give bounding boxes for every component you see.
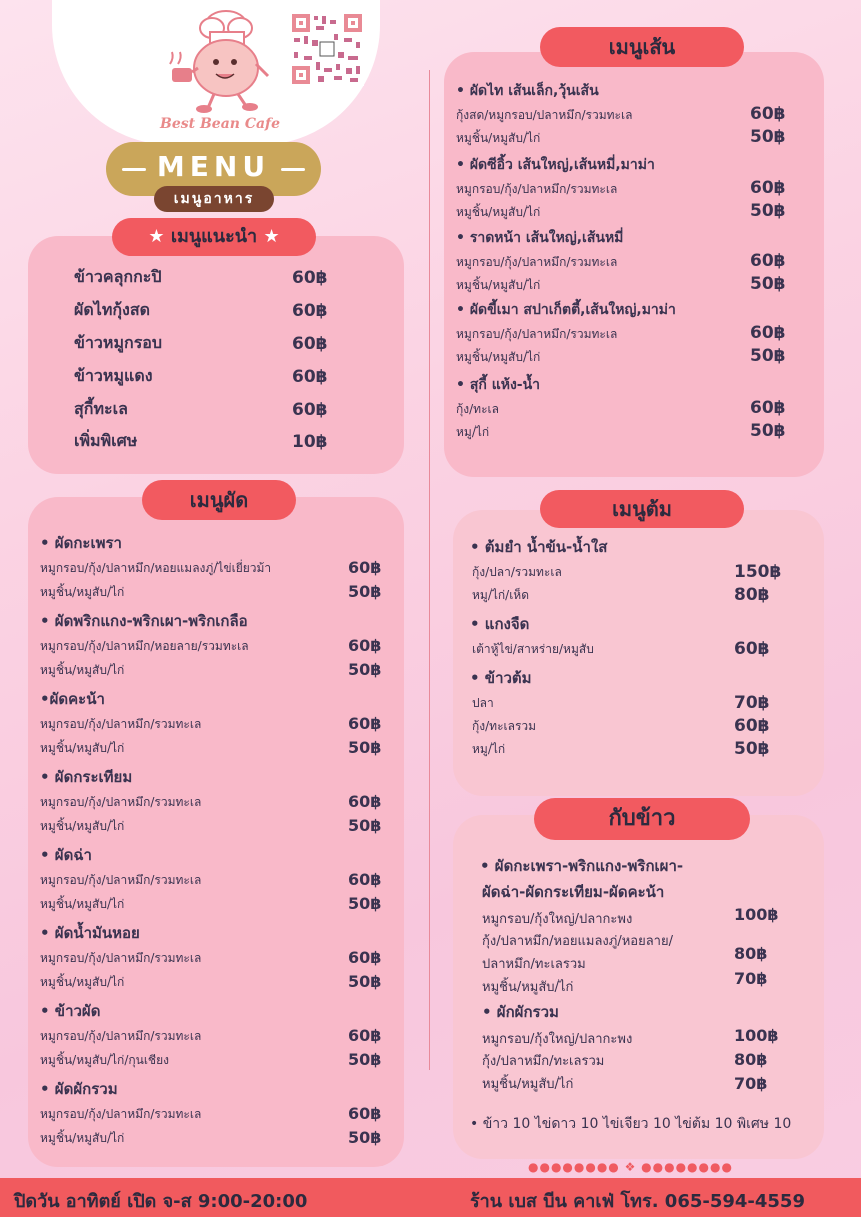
noodle-group-head: • สุกี้ แห้ง-น้ำ <box>456 377 541 393</box>
recommended-item: ข้าวคลุกกะปิ <box>74 267 162 286</box>
stir-fry-group-head: • ผัดพริกแกง-พริกเผา-พริกเกลือ <box>40 612 248 630</box>
stir-fry-row: หมูชิ้น/หมูสับ/ไก่ <box>40 819 125 833</box>
soup-row: เต้าหู้ไข่/สาหร่าย/หมูสับ <box>472 642 594 656</box>
recommended-item: สุกี้ทะเล <box>74 399 128 418</box>
sides-price: 100฿ <box>734 905 779 924</box>
noodle-price: 50฿ <box>750 346 786 366</box>
stir-fry-price: 60฿ <box>348 948 382 967</box>
noodle-row: หมูกรอบ/กุ้ง/ปลาหมึก/รวมทะเล <box>456 255 618 269</box>
stir-fry-row: หมูชิ้น/หมูสับ/ไก่ <box>40 585 125 599</box>
noodle-row: หมูชิ้น/หมูสับ/ไก่ <box>456 205 541 219</box>
decorative-dots: ●●●●●●●● ❖ ●●●●●●●● <box>528 1160 733 1174</box>
stir-fry-price: 50฿ <box>348 1050 382 1069</box>
noodle-price: 60฿ <box>750 398 786 418</box>
noodle-row: หมูชิ้น/หมูสับ/ไก่ <box>456 350 541 364</box>
soup-row: ปลา <box>472 696 494 710</box>
sides-price: 80฿ <box>734 1050 768 1069</box>
opening-hours: ปิดวัน อาทิตย์ เปิด จ-ส 9:00-20:00 <box>14 1191 308 1212</box>
noodle-row: หมูกรอบ/กุ้ง/ปลาหมึก/รวมทะเล <box>456 327 618 341</box>
sides-title: กับข้าว <box>534 798 750 840</box>
qr-code-icon[interactable] <box>290 12 364 86</box>
noodle-group-head: • ผัดไท เส้นเล็ก,วุ้นเส้น <box>456 83 599 99</box>
sides-group1-head-line1: • ผัดกะเพรา-พริกแกง-พริกเผา- <box>480 857 684 875</box>
shop-contact: ร้าน เบส บีน คาเฟ่ โทร. 065-594-4559 <box>470 1191 805 1212</box>
noodle-price: 50฿ <box>750 127 786 147</box>
recommended-price: 60฿ <box>292 367 328 387</box>
soup-row: กุ้ง/ทะเลรวม <box>472 719 537 733</box>
recommended-item: ข้าวหมูแดง <box>74 366 153 385</box>
sides-extras: • ข้าว 10 ไข่ดาว 10 ไข่เจียว 10 ไข่ต้ม 10 พิเศษ 10 <box>470 1116 792 1132</box>
stir-fry-row: หมูกรอบ/กุ้ง/ปลาหมึก/รวมทะเล <box>40 873 202 887</box>
menu-subtitle: เมนูอาหาร <box>154 186 274 212</box>
stir-fry-price: 60฿ <box>348 792 382 811</box>
recommended-item: เพิ่มพิเศษ <box>74 431 138 450</box>
stir-fry-price: 50฿ <box>348 738 382 757</box>
noodle-row: หมูชิ้น/หมูสับ/ไก่ <box>456 278 541 292</box>
noodle-group-head: • ราดหน้า เส้นใหญ่,เส้นหมี่ <box>456 230 624 246</box>
soup-price: 60฿ <box>734 716 770 736</box>
star-icon: ★ <box>148 226 165 247</box>
stir-fry-group-head: • ผัดกระเทียม <box>40 768 133 786</box>
soup-row: กุ้ง/ปลา/รวมทะเล <box>472 565 562 579</box>
soup-group-head: • ข้าวต้ม <box>470 669 532 687</box>
soup-group-head: • แกงจืด <box>470 615 530 633</box>
stir-fry-row: หมูกรอบ/กุ้ง/ปลาหมึก/รวมทะเล <box>40 1107 202 1121</box>
recommended-price: 10฿ <box>292 432 328 452</box>
stir-fry-row: หมูกรอบ/กุ้ง/ปลาหมึก/รวมทะเล <box>40 1029 202 1043</box>
soup-price: 60฿ <box>734 639 770 659</box>
noodle-price: 60฿ <box>750 104 786 124</box>
stir-fry-row: หมูชิ้น/หมูสับ/ไก่ <box>40 663 125 677</box>
stir-fry-group-head: •ผัดคะน้า <box>40 690 105 708</box>
stir-fry-price: 60฿ <box>348 1026 382 1045</box>
soup-price: 50฿ <box>734 739 770 759</box>
noodle-price: 50฿ <box>750 274 786 294</box>
noodle-row: หมูกรอบ/กุ้ง/ปลาหมึก/รวมทะเล <box>456 182 618 196</box>
noodle-row: กุ้ง/ทะเล <box>456 402 499 416</box>
soup-title: เมนูต้ม <box>540 490 744 528</box>
stir-fry-row: หมูกรอบ/กุ้ง/ปลาหมึก/หอยแมลงภู่/ไข่เยี่ยวม้า <box>40 561 272 575</box>
menu-title: MENU <box>156 150 271 183</box>
sides-row: กุ้ง/ปลาหมึก/หอยแมลงภู่/หอยลาย/ <box>482 934 673 949</box>
sides-price: 70฿ <box>734 1074 768 1093</box>
stir-fry-price: 50฿ <box>348 660 382 679</box>
stir-fry-price: 60฿ <box>348 714 382 733</box>
noodle-title: เมนูเส้น <box>540 27 744 67</box>
noodle-price: 60฿ <box>750 251 786 271</box>
stir-fry-price: 60฿ <box>348 636 382 655</box>
soup-price: 150฿ <box>734 562 782 582</box>
recommended-title: เมนูแนะนำ <box>170 226 258 247</box>
sides-row: หมูชิ้น/หมูสับ/ไก่ <box>482 980 574 995</box>
noodle-group-head: • ผัดขี้เมา สปาเก็ตตี้,เส้นใหญ่,มาม่า <box>456 302 676 318</box>
recommended-item: ผัดไทกุ้งสด <box>74 300 151 319</box>
soup-price: 70฿ <box>734 693 770 713</box>
stir-fry-row: หมูกรอบ/กุ้ง/ปลาหมึก/รวมทะเล <box>40 951 202 965</box>
soup-group-head: • ต้มยำ น้ำข้น-น้ำใส <box>470 538 608 556</box>
sides-price: 70฿ <box>734 969 768 988</box>
stir-fry-row: หมูชิ้น/หมูสับ/ไก่ <box>40 1131 125 1145</box>
chef-mascot-icon <box>168 6 273 114</box>
sides-price: 80฿ <box>734 944 768 963</box>
sides-row: กุ้ง/ปลาหมึก/ทะเลรวม <box>482 1054 605 1069</box>
stir-fry-row: หมูชิ้น/หมูสับ/ไก่ <box>40 741 125 755</box>
menu-line-left <box>122 168 146 171</box>
stir-fry-row: หมูชิ้น/หมูสับ/ไก่/กุนเชียง <box>40 1053 169 1067</box>
sides-price: 100฿ <box>734 1026 779 1045</box>
sides-group2-head: • ผักผักรวม <box>482 1003 559 1021</box>
menu-line-right <box>281 168 305 171</box>
stir-fry-price: 50฿ <box>348 816 382 835</box>
sides-group1-head-line2: ผัดฉ่า-ผัดกระเทียม-ผัดคะน้า <box>482 883 665 901</box>
noodle-group-head: • ผัดซีอิ้ว เส้นใหญ่,เส้นหมี่,มาม่า <box>456 157 655 173</box>
recommended-price: 60฿ <box>292 400 328 420</box>
brand-name: Best Bean Cafe <box>160 116 280 132</box>
stir-fry-group-head: • ข้าวผัด <box>40 1002 101 1020</box>
stir-fry-price: 60฿ <box>348 870 382 889</box>
column-divider <box>429 70 430 1070</box>
noodle-price: 50฿ <box>750 201 786 221</box>
recommended-price: 60฿ <box>292 301 328 321</box>
stir-fry-price: 60฿ <box>348 1104 382 1123</box>
stir-fry-group-head: • ผัดฉ่า <box>40 846 92 864</box>
noodle-row: หมูชิ้น/หมูสับ/ไก่ <box>456 131 541 145</box>
recommended-price: 60฿ <box>292 334 328 354</box>
sides-row: หมูชิ้น/หมูสับ/ไก่ <box>482 1077 574 1092</box>
recommended-title-pill <box>112 218 316 256</box>
sides-row: หมูกรอบ/กุ้งใหญ่/ปลากะพง <box>482 1032 633 1047</box>
stir-fry-price: 50฿ <box>348 972 382 991</box>
stir-fry-price: 50฿ <box>348 582 382 601</box>
noodle-row: หมู/ไก่ <box>456 425 490 439</box>
stir-fry-row: หมูกรอบ/กุ้ง/ปลาหมึก/รวมทะเล <box>40 795 202 809</box>
stir-fry-group-head: • ผัดผักรวม <box>40 1080 118 1098</box>
stir-fry-row: หมูกรอบ/กุ้ง/ปลาหมึก/รวมทะเล <box>40 717 202 731</box>
stir-fry-price: 50฿ <box>348 1128 382 1147</box>
noodle-row: กุ้งสด/หมูกรอบ/ปลาหมึก/รวมทะเล <box>456 108 633 122</box>
stir-fry-group-head: • ผัดน้ำมันหอย <box>40 924 140 942</box>
noodle-price: 60฿ <box>750 178 786 198</box>
soup-price: 80฿ <box>734 585 770 605</box>
stir-fry-row: หมูกรอบ/กุ้ง/ปลาหมึก/หอยลาย/รวมทะเล <box>40 639 249 653</box>
star-icon: ★ <box>263 226 280 247</box>
soup-row: หมู/ไก่ <box>472 742 506 756</box>
stir-fry-price: 60฿ <box>348 558 382 577</box>
stir-fry-title: เมนูผัด <box>142 480 296 520</box>
noodle-price: 60฿ <box>750 323 786 343</box>
stir-fry-row: หมูชิ้น/หมูสับ/ไก่ <box>40 975 125 989</box>
sides-row: ปลาหมึก/ทะเลรวม <box>482 957 586 972</box>
recommended-item: ข้าวหมูกรอบ <box>74 333 163 352</box>
recommended-price: 60฿ <box>292 268 328 288</box>
stir-fry-price: 50฿ <box>348 894 382 913</box>
sides-row: หมูกรอบ/กุ้งใหญ่/ปลากะพง <box>482 912 633 927</box>
stir-fry-row: หมูชิ้น/หมูสับ/ไก่ <box>40 897 125 911</box>
noodle-price: 50฿ <box>750 421 786 441</box>
stir-fry-group-head: • ผัดกะเพรา <box>40 534 122 552</box>
soup-row: หมู/ไก่/เห็ด <box>472 588 530 602</box>
